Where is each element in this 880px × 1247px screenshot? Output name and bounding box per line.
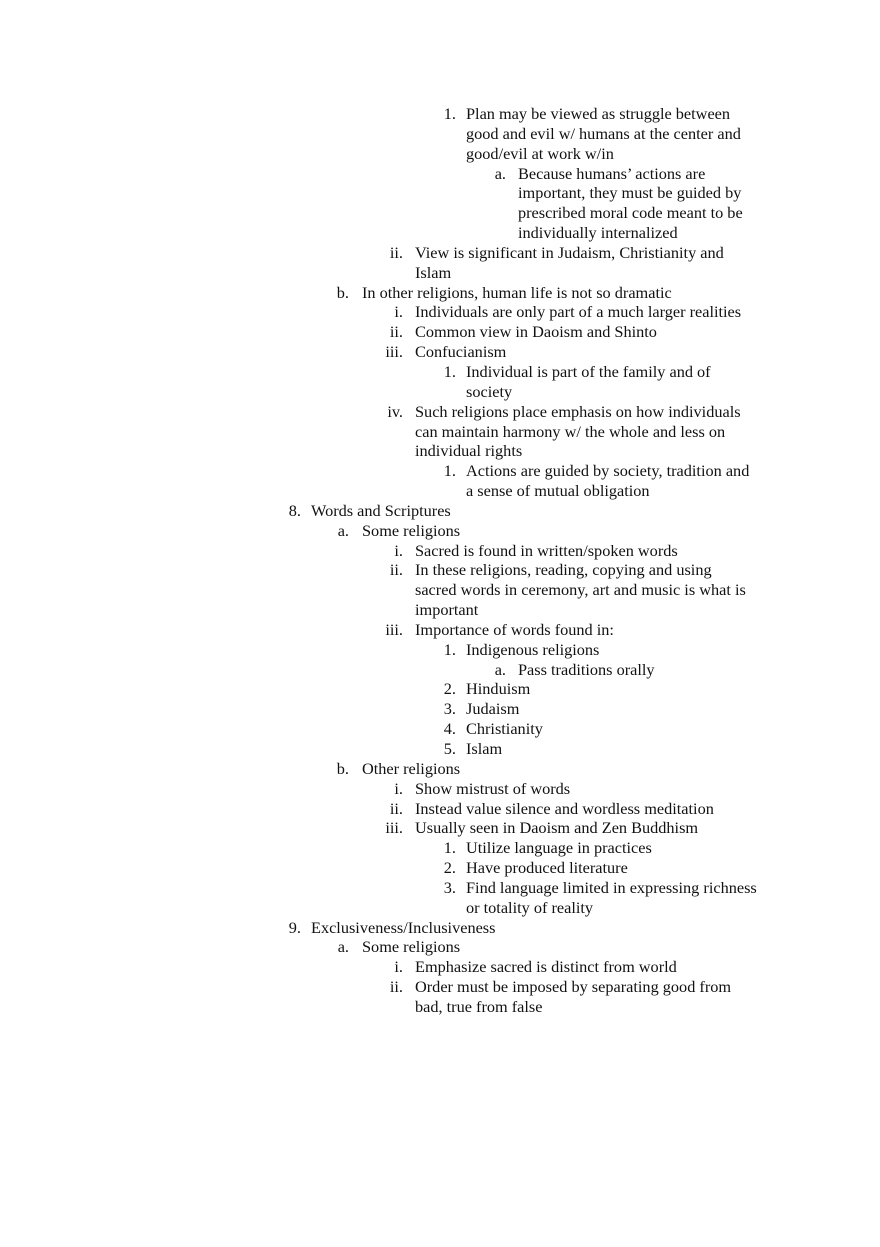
outline-marker: b. bbox=[336, 758, 349, 778]
outline-text: a sense of mutual obligation bbox=[466, 481, 650, 501]
outline-text: important, they must be guided by bbox=[518, 183, 742, 203]
outline-text: Some religions bbox=[362, 937, 461, 957]
outline-marker: 9. bbox=[288, 917, 301, 937]
outline-marker: 3. bbox=[443, 877, 456, 897]
outline-text: Christianity bbox=[466, 719, 543, 739]
outline-text: Utilize language in practices bbox=[466, 838, 652, 858]
outline-text: Islam bbox=[466, 739, 503, 758]
outline-marker: 1. bbox=[443, 361, 456, 381]
outline-line bbox=[0, 521, 880, 541]
outline-text: Indigenous religions bbox=[466, 639, 600, 659]
outline-line bbox=[0, 342, 880, 362]
outline-text: Order must be imposed by separating good from bbox=[415, 977, 732, 997]
outline-line bbox=[0, 302, 880, 322]
outline-marker: i. bbox=[394, 540, 403, 560]
outline-line bbox=[0, 183, 880, 203]
outline-line bbox=[0, 719, 880, 739]
outline-text: Islam bbox=[415, 262, 452, 282]
outline-marker: a. bbox=[494, 163, 506, 183]
outline-marker: ii. bbox=[389, 242, 403, 262]
outline-line bbox=[0, 461, 880, 481]
outline-line bbox=[0, 422, 880, 442]
outline-line bbox=[0, 541, 880, 561]
outline-line bbox=[0, 918, 880, 938]
outline-marker: ii. bbox=[389, 798, 403, 818]
outline-line bbox=[0, 124, 880, 144]
outline-text: Exclusiveness/Inclusiveness bbox=[311, 917, 496, 937]
outline-text: Actions are guided by society, tradition and bbox=[466, 461, 750, 481]
outline-line bbox=[0, 481, 880, 501]
outline-line bbox=[0, 957, 880, 977]
outline-text: In other religions, human life is not so dramatic bbox=[362, 282, 672, 302]
outline-marker: ii. bbox=[389, 977, 403, 997]
outline-marker: i. bbox=[394, 778, 403, 798]
outline-line bbox=[0, 104, 880, 124]
outline-text: Instead value silence and wordless meditation bbox=[415, 798, 714, 818]
outline-marker: iv. bbox=[387, 401, 403, 421]
outline-line bbox=[0, 640, 880, 660]
outline-marker: 1. bbox=[443, 639, 456, 659]
outline-text: or totality of reality bbox=[466, 897, 594, 917]
outline-text: Common view in Daoism and Shinto bbox=[415, 322, 657, 342]
outline-line bbox=[0, 283, 880, 303]
outline-text: Importance of words found in: bbox=[415, 619, 614, 639]
outline-line bbox=[0, 164, 880, 184]
outline-line bbox=[0, 362, 880, 382]
outline-text: bad, true from false bbox=[415, 996, 543, 1016]
outline-text: good/evil at work w/in bbox=[466, 143, 614, 163]
outline-line bbox=[0, 838, 880, 858]
outline-marker: b. bbox=[336, 282, 349, 302]
outline-text: Because humans’ actions are bbox=[518, 163, 706, 183]
outline-text: Words and Scriptures bbox=[311, 500, 451, 520]
outline-text: Judaism bbox=[466, 699, 520, 719]
outline-text: Emphasize sacred is distinct from world bbox=[415, 957, 677, 977]
outline-text: Usually seen in Daoism and Zen Buddhism bbox=[415, 818, 699, 838]
outline-text: individually internalized bbox=[518, 223, 678, 243]
outline-line bbox=[0, 858, 880, 878]
outline-line bbox=[0, 144, 880, 164]
outline-marker: 2. bbox=[443, 858, 456, 878]
outline-line bbox=[0, 263, 880, 283]
outline-text: Such religions place emphasis on how individuals bbox=[415, 401, 741, 421]
outline-marker: 1. bbox=[443, 838, 456, 858]
outline-text: Some religions bbox=[362, 520, 461, 540]
outline-line bbox=[0, 441, 880, 461]
outline-text: good and evil w/ humans at the center and bbox=[466, 123, 741, 143]
outline-marker: 3. bbox=[443, 699, 456, 719]
outline-line bbox=[0, 600, 880, 620]
outline-line bbox=[0, 620, 880, 640]
outline-text: important bbox=[415, 600, 479, 620]
outline-marker: 1. bbox=[443, 104, 456, 123]
outline-line bbox=[0, 580, 880, 600]
outline-text: Individuals are only part of a much larger realities bbox=[415, 302, 742, 322]
outline-line bbox=[0, 402, 880, 422]
outline-marker: a. bbox=[337, 937, 349, 957]
outline-line bbox=[0, 679, 880, 699]
outline-text: can maintain harmony w/ the whole and less on bbox=[415, 421, 726, 441]
outline-text: Confucianism bbox=[415, 342, 507, 362]
outline-line bbox=[0, 699, 880, 719]
outline-line bbox=[0, 223, 880, 243]
outline-text: Have produced literature bbox=[466, 858, 628, 878]
outline-line bbox=[0, 739, 880, 759]
outline-line bbox=[0, 243, 880, 263]
outline-line bbox=[0, 799, 880, 819]
outline-document bbox=[0, 104, 880, 1017]
outline-line bbox=[0, 382, 880, 402]
outline-line bbox=[0, 660, 880, 680]
outline-text: prescribed moral code meant to be bbox=[518, 203, 743, 223]
outline-line bbox=[0, 759, 880, 779]
outline-line bbox=[0, 937, 880, 957]
outline-text: Find language limited in expressing richness bbox=[466, 877, 757, 897]
outline-text: society bbox=[466, 381, 513, 401]
outline-line bbox=[0, 878, 880, 898]
outline-marker: i. bbox=[394, 302, 403, 322]
outline-line bbox=[0, 779, 880, 799]
outline-text: Individual is part of the family and of bbox=[466, 361, 711, 381]
outline-marker: i. bbox=[394, 957, 403, 977]
outline-line bbox=[0, 322, 880, 342]
outline-text: Plan may be viewed as struggle between bbox=[466, 104, 731, 123]
outline-marker: 2. bbox=[443, 679, 456, 699]
outline-line bbox=[0, 818, 880, 838]
outline-marker: 4. bbox=[443, 719, 456, 739]
outline-text: Hinduism bbox=[466, 679, 531, 699]
outline-marker: 8. bbox=[288, 500, 301, 520]
outline-marker: 1. bbox=[443, 461, 456, 481]
outline-text: Other religions bbox=[362, 758, 461, 778]
outline-text: Sacred is found in written/spoken words bbox=[415, 540, 678, 560]
outline-text: sacred words in ceremony, art and music is what is bbox=[415, 580, 746, 600]
outline-marker: ii. bbox=[389, 560, 403, 580]
outline-marker: a. bbox=[494, 659, 506, 679]
outline-text: View is significant in Judaism, Christianity and bbox=[415, 242, 724, 262]
outline-marker: ii. bbox=[389, 322, 403, 342]
outline-text: Pass traditions orally bbox=[518, 659, 655, 679]
outline-line bbox=[0, 977, 880, 997]
outline-marker: iii. bbox=[385, 342, 403, 362]
outline-text: In these religions, reading, copying and using bbox=[415, 560, 712, 580]
outline-line bbox=[0, 501, 880, 521]
outline-text: individual rights bbox=[415, 441, 523, 461]
outline-line bbox=[0, 203, 880, 223]
outline-line bbox=[0, 898, 880, 918]
outline-marker: iii. bbox=[385, 818, 403, 838]
outline-line bbox=[0, 997, 880, 1017]
outline-marker: a. bbox=[337, 520, 349, 540]
outline-marker: 5. bbox=[443, 739, 456, 758]
outline-line bbox=[0, 560, 880, 580]
outline-text: Show mistrust of words bbox=[415, 778, 571, 798]
outline-marker: iii. bbox=[385, 619, 403, 639]
